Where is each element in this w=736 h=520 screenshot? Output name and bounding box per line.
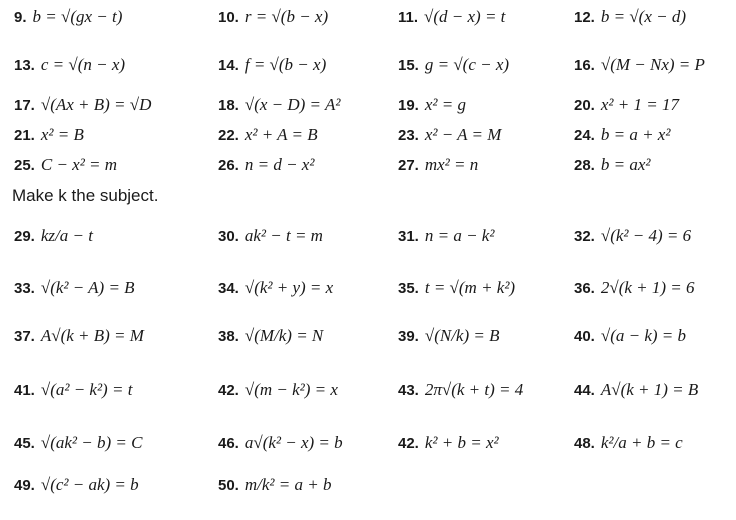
problem-item xyxy=(398,379,523,402)
problem-expression: √(ak² − b) = C xyxy=(40,433,143,452)
problem-expression: m/k² = a + b xyxy=(244,475,332,494)
problem-item xyxy=(14,325,144,348)
problem-item xyxy=(398,154,478,177)
problem-number: 31. xyxy=(398,228,419,245)
problem-number: 21. xyxy=(14,127,35,144)
problem-item xyxy=(14,474,139,497)
problem-item xyxy=(218,54,326,77)
problem-expression: 2π√(k + t) = 4 xyxy=(424,380,524,399)
problem-item xyxy=(14,94,151,117)
problem-item xyxy=(574,54,705,77)
problem-expression: x² − A = M xyxy=(424,125,502,144)
problem-number: 49. xyxy=(14,477,35,494)
problem-expression: C − x² = m xyxy=(40,155,118,174)
problem-number: 17. xyxy=(14,97,35,114)
problem-expression: c = √(n − x) xyxy=(40,55,126,74)
problem-item xyxy=(574,6,686,29)
problem-expression: √(k² + y) = x xyxy=(244,278,334,297)
problem-number: 13. xyxy=(14,57,35,74)
problem-item xyxy=(14,6,122,29)
problem-expression: √(k² − 4) = 6 xyxy=(600,226,692,245)
problem-expression: √(N/k) = B xyxy=(424,326,500,345)
problem-expression: k² + b = x² xyxy=(424,433,499,452)
problem-number: 50. xyxy=(218,477,239,494)
problem-number: 33. xyxy=(14,280,35,297)
problem-expression: b = √(x − d) xyxy=(600,7,687,26)
problem-expression: A√(k + 1) = B xyxy=(600,380,699,399)
problem-number: 12. xyxy=(574,9,595,26)
problem-number: 41. xyxy=(14,382,35,399)
problem-expression: x² = B xyxy=(40,125,84,144)
problem-item xyxy=(398,6,505,29)
problem-expression: n = a − k² xyxy=(424,226,495,245)
problem-expression: ak² − t = m xyxy=(244,226,323,245)
problem-number: 19. xyxy=(398,97,419,114)
problem-number: 42. xyxy=(218,382,239,399)
problem-number: 45. xyxy=(14,435,35,452)
problem-expression: mx² = n xyxy=(424,155,479,174)
problem-item xyxy=(574,225,691,248)
problem-number: 29. xyxy=(14,228,35,245)
problem-number: 20. xyxy=(574,97,595,114)
problem-expression: √(M − Nx) = P xyxy=(600,55,705,74)
problem-number: 34. xyxy=(218,280,239,297)
problem-item xyxy=(574,379,698,402)
problem-number: 11. xyxy=(398,9,419,26)
problem-expression: a√(k² − x) = b xyxy=(244,433,343,452)
problem-item xyxy=(14,225,93,248)
problem-number: 9. xyxy=(14,9,27,26)
problem-expression: f = √(b − x) xyxy=(244,55,327,74)
problem-expression: √(a² − k²) = t xyxy=(40,380,133,399)
problem-item xyxy=(398,277,515,300)
problem-expression: 2√(k + 1) = 6 xyxy=(600,278,695,297)
problem-expression: r = √(b − x) xyxy=(244,7,329,26)
problem-expression: √(m − k²) = x xyxy=(244,380,338,399)
problem-item xyxy=(398,124,501,147)
problem-item xyxy=(398,54,509,77)
problem-item xyxy=(574,124,670,147)
problem-expression: kz/a − t xyxy=(40,226,93,245)
problem-item xyxy=(398,94,466,117)
problem-expression: √(c² − ak) = b xyxy=(40,475,139,494)
problem-item xyxy=(218,379,338,402)
problem-item xyxy=(574,325,686,348)
problem-number: 14. xyxy=(218,57,239,74)
problem-number: 44. xyxy=(574,382,595,399)
problem-item xyxy=(218,6,328,29)
problem-item xyxy=(218,154,314,177)
section-heading: Make k the subject. xyxy=(12,186,159,205)
problem-expression: √(M/k) = N xyxy=(244,326,324,345)
problem-item xyxy=(14,154,117,177)
problem-item xyxy=(574,94,679,117)
problem-expression: √(x − D) = A² xyxy=(244,95,341,114)
problem-number: 24. xyxy=(574,127,595,144)
problem-item xyxy=(574,432,683,455)
problem-expression: √(Ax + B) = √D xyxy=(40,95,152,114)
problem-item xyxy=(398,432,499,455)
problem-expression: k²/a + b = c xyxy=(600,433,683,452)
problem-item xyxy=(14,277,135,300)
problem-number: 32. xyxy=(574,228,595,245)
problem-expression: A√(k + B) = M xyxy=(40,326,144,345)
problem-item xyxy=(14,432,142,455)
problem-item xyxy=(218,325,323,348)
problem-number: 10. xyxy=(218,9,239,26)
problem-number: 46. xyxy=(218,435,239,452)
problem-number: 48. xyxy=(574,435,595,452)
problem-expression: x² + 1 = 17 xyxy=(600,95,679,114)
problem-number: 38. xyxy=(218,328,239,345)
problem-number: 15. xyxy=(398,57,419,74)
problem-number: 39. xyxy=(398,328,419,345)
problem-number: 28. xyxy=(574,157,595,174)
problem-item xyxy=(218,225,323,248)
problem-expression: b = √(gx − t) xyxy=(32,7,123,26)
problem-number: 36. xyxy=(574,280,595,297)
problem-expression: n = d − x² xyxy=(244,155,315,174)
problem-number: 22. xyxy=(218,127,239,144)
problem-number: 25. xyxy=(14,157,35,174)
problem-item xyxy=(14,54,125,77)
problem-number: 16. xyxy=(574,57,595,74)
problem-expression: x² + A = B xyxy=(244,125,318,144)
problem-number: 37. xyxy=(14,328,35,345)
problem-expression: b = a + x² xyxy=(600,125,671,144)
problem-item xyxy=(218,432,343,455)
problem-expression: √(a − k) = b xyxy=(600,326,687,345)
problem-item xyxy=(218,277,333,300)
problem-number: 42. xyxy=(398,435,419,452)
problem-item xyxy=(574,277,695,300)
problem-item xyxy=(398,325,499,348)
problem-number: 43. xyxy=(398,382,419,399)
problem-number: 26. xyxy=(218,157,239,174)
problem-number: 23. xyxy=(398,127,419,144)
problem-expression: √(d − x) = t xyxy=(424,7,506,26)
problem-item xyxy=(14,124,84,147)
problem-item xyxy=(14,379,132,402)
problem-item xyxy=(218,124,318,147)
problem-item xyxy=(218,94,340,117)
problem-item xyxy=(398,225,494,248)
problem-number: 35. xyxy=(398,280,419,297)
problem-item xyxy=(218,474,331,497)
problem-expression: √(k² − A) = B xyxy=(40,278,135,297)
problem-number: 27. xyxy=(398,157,419,174)
problem-number: 18. xyxy=(218,97,239,114)
problem-expression: t = √(m + k²) xyxy=(424,278,516,297)
problem-item xyxy=(574,154,650,177)
problem-number: 30. xyxy=(218,228,239,245)
problem-expression: b = ax² xyxy=(600,155,651,174)
problem-expression: x² = g xyxy=(424,95,466,114)
problem-expression: g = √(c − x) xyxy=(424,55,510,74)
problem-number: 40. xyxy=(574,328,595,345)
